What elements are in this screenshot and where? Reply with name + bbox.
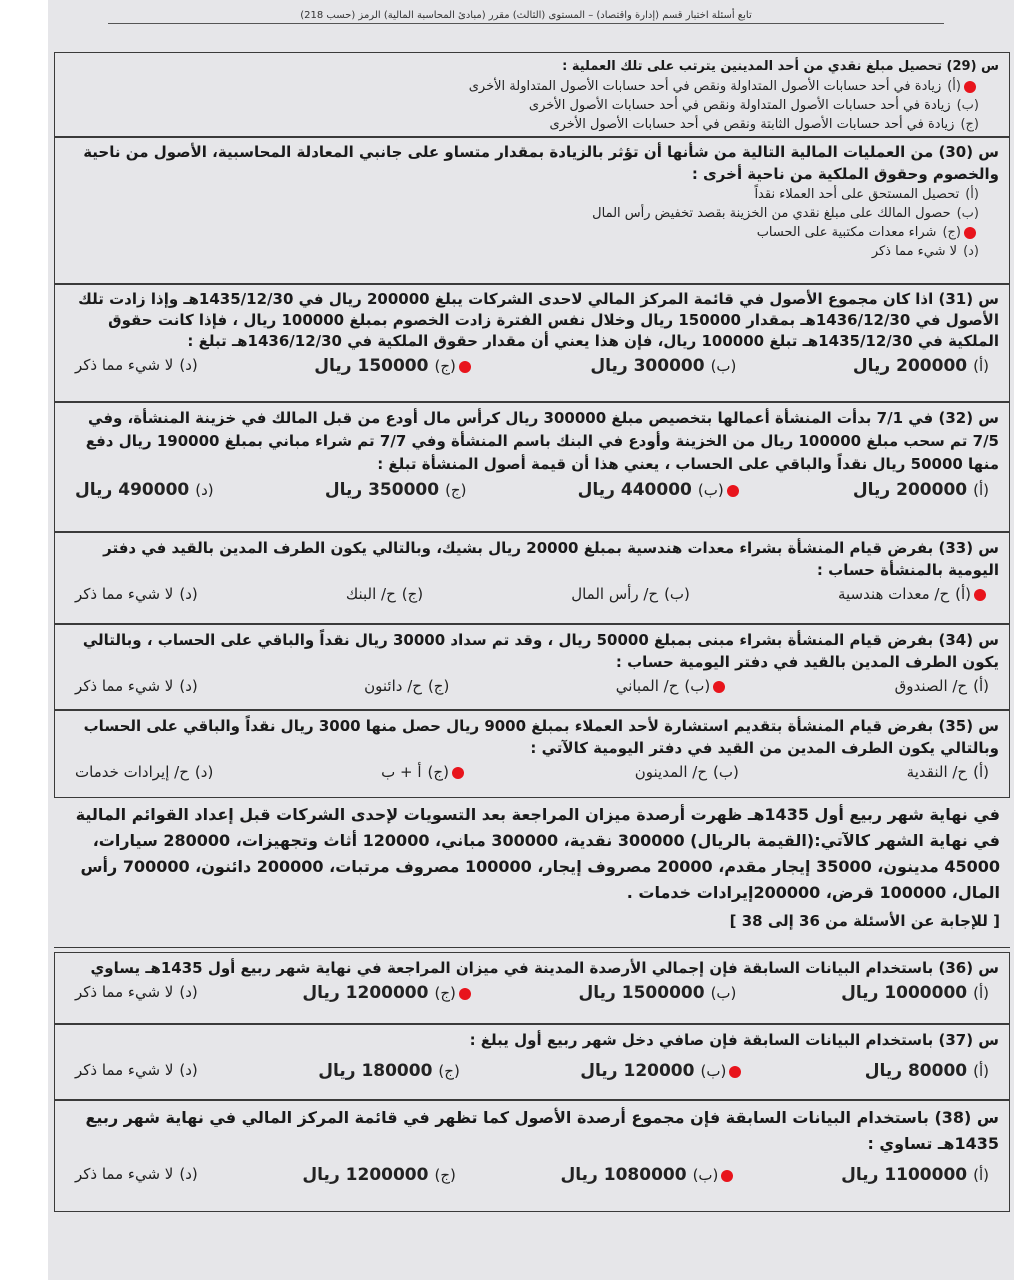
question-number: س (32) bbox=[938, 409, 999, 427]
choices-row bbox=[65, 480, 999, 500]
choice-d: (د)لا شيء مما ذكر bbox=[75, 983, 198, 1001]
question-37 bbox=[54, 1024, 1010, 1100]
choice-d: (د)ح/ إيرادات خدمات bbox=[75, 763, 214, 781]
choices-row bbox=[65, 1061, 999, 1081]
question-text: بفرض قيام المنشأة بشراء معدات هندسية بمبلغ 20000 ريال بشيك، وبالتالي يكون الطرف المدين بالقيد في دفتر اليومية بالمنشأة حساب : bbox=[103, 539, 999, 579]
question-text: من العمليات المالية التالية من شأنها أن تؤثر بالزيادة بمقدار متساو على جانبي المعادلة المحاسبية، الأصول من ناحية والخصوم وحقوق الملكية من ناحية أخرى : bbox=[83, 143, 999, 183]
option-d: (د)لا شيء مما ذكر bbox=[871, 244, 979, 259]
page-header: تابع أسئلة اختبار قسم (إدارة واقتصاد) – المستوى (الثالث) مقرر (مبادئ المحاسبة المالية) الرمز (حسب 218) bbox=[108, 10, 944, 24]
choice-d: (د)لا شيء مما ذكر bbox=[75, 1061, 198, 1079]
question-text: بفرض قيام المنشأة بشراء مبنى بمبلغ 50000 ريال ، وقد تم سداد 30000 ريال نقداً والباقي على الحساب ، وبالتالي يكون الطرف المدين بالقيد في دفتر اليومية حساب : bbox=[82, 631, 999, 671]
choices-row bbox=[65, 585, 999, 603]
question-number: س (29) bbox=[946, 59, 999, 74]
question-text: باستخدام البيانات السابقة فإن إجمالي الأرصدة المدينة في ميزان المراجعة في نهاية شهر ربيع أول 1435هـ يساوي bbox=[90, 959, 934, 977]
question-32 bbox=[54, 402, 1010, 532]
question-text: اذا كان مجموع الأصول في قائمة المركز المالي لاحدى الشركات يبلغ 200000 ريال في 1435/12/30هـ وإذا زادت تلك الأصول في 1436/12/30هـ بمقدار 150000 ريال وخلال نفس الفترة زادت الخصوم بمبلغ 100000 ريال ، فإذا كانت حقوق الملكية في 1435/12/30هـ تبلغ 100000 ريال، فإن هذا يعني أن مقدار حقوق الملكية في 1436/12/30هـ تبلغ : bbox=[78, 290, 999, 350]
choice-c: (ج)ح/ البنك bbox=[345, 585, 424, 603]
question-29 bbox=[54, 52, 1010, 138]
option-a: (أ)زيادة في أحد حسابات الأصول المتداولة ونقص في أحد حسابات الأصول المتداولة الأخرى bbox=[65, 77, 979, 96]
question-text: في 7/1 بدأت المنشأة أعمالها بتخصيص مبلغ 300000 ريال كرأس مال أودع من قبل المالك في خزينة المنشأة، وفي 7/5 تم سحب مبلغ 100000 ريال من الخزينة وأودع في البنك باسم المنشأة وفي 7/7 تم شراء مباني بمبلغ 190000 ريال دفع منها 50000 ريال نقداً والباقي على الحساب ، يعني هذا أن قيمة أصول المنشأة تبلغ : bbox=[85, 409, 999, 473]
question-number: س (31) bbox=[938, 290, 999, 308]
right-margin bbox=[1014, 0, 1026, 1280]
question-text: باستخدام البيانات السابقة فإن مجموع أرصدة الأصول كما تظهر في قائمة المركز المالي في نهاية شهر ربيع 1435هـ تساوي : bbox=[85, 1108, 999, 1153]
options-list bbox=[65, 77, 999, 138]
case-note: [ للإجابة عن الأسئلة من 36 إلى 38 ] bbox=[729, 912, 1000, 930]
choice-b: (ب)ح/ المدينون bbox=[634, 763, 739, 781]
question-number: س (33) bbox=[938, 539, 999, 557]
question-number: س (30) bbox=[938, 143, 999, 161]
choice-a: (أ)80000 ريال bbox=[864, 1061, 989, 1081]
choice-c: (ج)أ + ب bbox=[381, 763, 467, 781]
choice-c: (ج)350000 ريال bbox=[324, 480, 467, 500]
choices-row bbox=[65, 763, 999, 781]
answer-mark-icon bbox=[721, 1170, 733, 1182]
choice-d: (د)لا شيء مما ذكر bbox=[75, 1165, 198, 1183]
choice-b: (ب)ح/ رأس المال bbox=[571, 585, 690, 603]
question-31 bbox=[54, 284, 1010, 402]
choice-b: (ب)1080000 ريال bbox=[561, 1165, 737, 1185]
question-text: باستخدام البيانات السابقة فإن صافي دخل شهر ربيع أول يبلغ : bbox=[469, 1031, 934, 1049]
question-number: س (37) bbox=[938, 1031, 999, 1049]
choice-d: (د)لا شيء مما ذكر bbox=[75, 585, 198, 603]
question-36 bbox=[54, 952, 1010, 1024]
question-text: تحصيل مبلغ نقدي من أحد المدينين يترتب على تلك العملية : bbox=[562, 59, 943, 74]
case-data-block bbox=[54, 798, 1010, 948]
choice-d: (د)لا شيء مما ذكر bbox=[75, 677, 198, 695]
choice-a: (أ)ح/ الصندوق bbox=[894, 677, 989, 695]
option-b: (ب)حصول المالك على مبلغ نقدي من الخزينة بقصد تخفيض رأس المال bbox=[592, 206, 979, 221]
question-number: س (36) bbox=[938, 959, 999, 977]
option-b: (ب)زيادة في أحد حسابات الأصول المتداولة ونقص في أحد حسابات الأصول الأخرى bbox=[528, 98, 979, 113]
choice-d: (د)لا شيء مما ذكر bbox=[75, 356, 198, 374]
choice-b: (ب)440000 ريال bbox=[578, 480, 742, 500]
case-text: في نهاية شهر ربيع أول 1435هـ ظهرت أرصدة ميزان المراجعة بعد التسويات لإحدى الشركات قبل إعداد القوائم المالية في نهاية الشهر كالآتي:(القيمة بالريال) 300000 نقدية، 300000 مباني، 120000 أثاث وتجهيزات، 280000 سيارات، 45000 مدينون، 35000 إيجار مقدم، 20000 مصروف إيجار، 100000 مصروف مرتبات، 200000 دائنون، 700000 رأس المال، 100000 قرض، 200000إيرادات خدمات . bbox=[75, 805, 1000, 902]
question-35 bbox=[54, 710, 1010, 798]
choice-b: (ب)ح/ المباني bbox=[616, 677, 729, 695]
answer-mark-icon bbox=[729, 1066, 741, 1078]
choice-a: (أ)ح/ معدات هندسية bbox=[838, 585, 989, 603]
choice-c: (ج)180000 ريال bbox=[318, 1061, 460, 1081]
option-c: (ج)زيادة في أحد حسابات الأصول الثابتة ونقص في أحد حسابات الأصول الأخرى bbox=[549, 117, 979, 132]
option-a: (أ)تحصيل المستحق على أحد العملاء نقداً bbox=[754, 187, 979, 202]
option-c: (ج)شراء معدات مكتبية على الحساب bbox=[65, 223, 979, 242]
question-number: س (35) bbox=[938, 717, 999, 735]
answer-mark-icon bbox=[713, 681, 725, 693]
choice-a: (أ)200000 ريال bbox=[852, 480, 989, 500]
exam-page bbox=[48, 0, 1014, 1280]
choices-row bbox=[65, 1165, 999, 1185]
choice-c: (ج)1200000 ريال bbox=[302, 1165, 456, 1185]
left-margin bbox=[0, 0, 48, 1280]
choice-c: (ج)1200000 ريال bbox=[302, 983, 473, 1003]
answer-mark-icon bbox=[459, 361, 471, 373]
answer-mark-icon bbox=[452, 767, 464, 779]
answer-mark-icon bbox=[727, 485, 739, 497]
answer-mark-icon bbox=[964, 227, 976, 239]
question-33 bbox=[54, 532, 1010, 624]
question-38 bbox=[54, 1100, 1010, 1212]
answer-mark-icon bbox=[459, 988, 471, 1000]
choice-d: (د)490000 ريال bbox=[75, 480, 214, 500]
choice-a: (أ)1100000 ريال bbox=[841, 1165, 989, 1185]
options-list bbox=[65, 185, 999, 261]
question-number: س (38) bbox=[934, 1108, 999, 1127]
choice-b: (ب)1500000 ريال bbox=[578, 983, 737, 1003]
choice-c: (ج)150000 ريال bbox=[314, 356, 474, 376]
choices-row bbox=[65, 677, 999, 695]
choices-row bbox=[65, 983, 999, 1003]
answer-mark-icon bbox=[964, 81, 976, 93]
choice-b: (ب)120000 ريال bbox=[580, 1061, 744, 1081]
choice-a: (أ)200000 ريال bbox=[852, 356, 989, 376]
question-number: س (34) bbox=[938, 631, 999, 649]
choice-a: (أ)ح/ النقدية bbox=[906, 763, 989, 781]
choice-a: (أ)1000000 ريال bbox=[841, 983, 989, 1003]
choice-b: (ب)300000 ريال bbox=[590, 356, 737, 376]
question-30 bbox=[54, 136, 1010, 284]
choice-c: (ج)ح/ دائنون bbox=[364, 677, 450, 695]
answer-mark-icon bbox=[974, 589, 986, 601]
choices-row bbox=[65, 356, 999, 376]
question-34 bbox=[54, 624, 1010, 710]
question-text: بفرض قيام المنشأة بتقديم استشارة لأحد العملاء بمبلغ 9000 ريال حصل منها 3000 ريال نقداً والباقي على الحساب وبالتالي يكون الطرف المدين من القيد في دفتر اليومية كالآتي : bbox=[83, 717, 999, 757]
